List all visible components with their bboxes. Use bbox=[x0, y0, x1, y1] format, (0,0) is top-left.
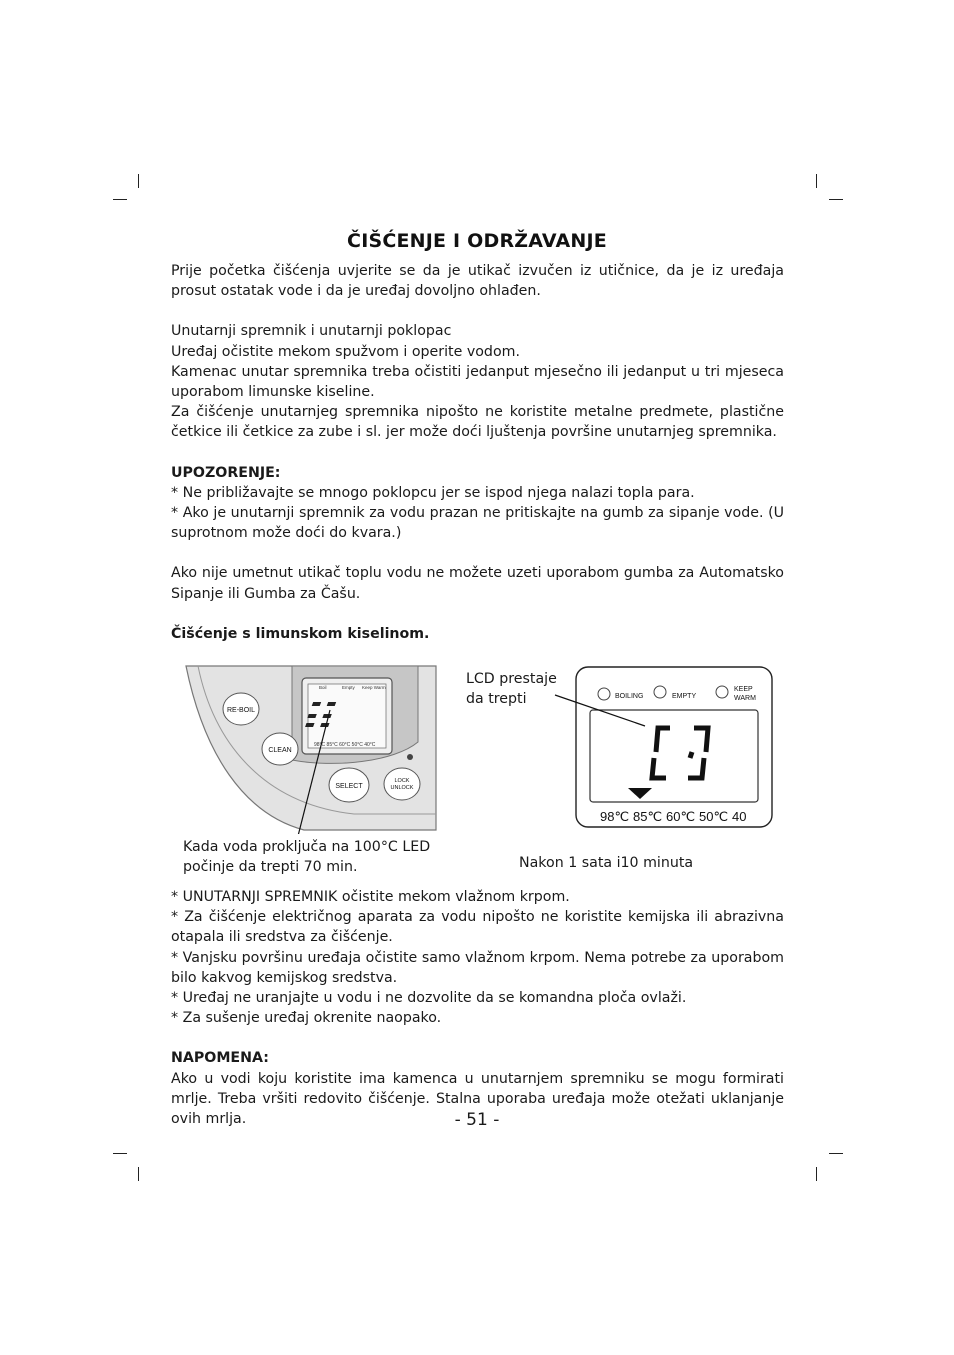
intro-paragraph: Prije početka čišćenja uvjerite se da je utikač izvučen iz utičnice, da je iz uređaja prosut ostatak vode i da je uređaj dovoljno ohlađen. bbox=[171, 263, 784, 300]
lcd-temp-40: 40 bbox=[732, 809, 747, 824]
clean-button[interactable] bbox=[262, 733, 298, 765]
svg-text:CLEAN: CLEAN bbox=[268, 747, 292, 754]
svg-text:SELECT: SELECT bbox=[335, 783, 363, 790]
led-caption bbox=[183, 837, 430, 877]
svg-text:RE-BOIL: RE-BOIL bbox=[226, 707, 256, 714]
bullet-1: * UNUTARNJI SPREMNIK očistite mekom vlažnom krpom. bbox=[171, 889, 570, 905]
lcd-temp-98: 98℃ bbox=[600, 809, 630, 824]
warning-item-2: * Ako je unutarnji spremnik za vodu prazan ne pritiskajte na gumb za sipanje vode. (U suprotnom može doći do kvara.) bbox=[171, 505, 784, 542]
warning-heading: UPOZORENJE: bbox=[171, 464, 281, 481]
lcd-illustration bbox=[570, 662, 776, 832]
lcd-label-boiling: BOILING bbox=[615, 693, 644, 700]
inner-line-2: Kamenac unutar spremnika treba očistiti jedanput mjesečno ili jedanput u tri mjeseca uporabom limunske kiseline. bbox=[171, 363, 784, 401]
inner-line-3: Za čišćenje unutarnjeg spremnika nipošto ne koristite metalne predmete, plastične četkice ili četkice za zube i sl. jer može doći ljuštenja površine unutarnjeg spremnika. bbox=[171, 404, 784, 441]
control-panel-illustration bbox=[184, 664, 440, 834]
lcd-label-empty: EMPTY bbox=[672, 693, 697, 700]
after-caption: Nakon 1 sata i10 minuta bbox=[519, 855, 694, 871]
lcd-label-warm: WARM bbox=[734, 695, 756, 702]
crop-mark bbox=[113, 1153, 127, 1154]
mini-label-a: Boil bbox=[319, 685, 327, 690]
svg-text:UNLOCK: UNLOCK bbox=[390, 785, 414, 791]
lcd-temp-60: 60℃ bbox=[666, 809, 696, 824]
select-button[interactable] bbox=[329, 768, 369, 802]
lcd-caption-line-1: LCD prestaje bbox=[466, 671, 557, 687]
led-caption-line-2: počinje da trepti 70 min. bbox=[183, 859, 358, 876]
citric-heading: Čišćenje s limunskom kiselinom. bbox=[171, 625, 430, 642]
lock-unlock-button[interactable] bbox=[384, 768, 420, 800]
lcd-label-keep: KEEP bbox=[734, 686, 753, 693]
warning-item-1: * Ne približavajte se mnogo poklopcu jer se ispod njega nalazi topla para. bbox=[171, 484, 695, 501]
note-heading: NAPOMENA: bbox=[171, 1050, 269, 1067]
crop-mark bbox=[138, 174, 139, 188]
lcd-temp-50: 50℃ bbox=[699, 809, 729, 824]
mini-label-c: Keep Warm bbox=[362, 685, 386, 690]
mini-label-b: Empty bbox=[342, 685, 355, 690]
svg-text:98℃ 85℃ 60℃ 50℃ bbox=[600, 809, 746, 824]
bullet-2: * Za čišćenje električnog aparata za vodu nipošto ne koristite kemijska ili abrazivna otapala ili sredstva za čišćenje. bbox=[171, 909, 784, 946]
inner-heading: Unutarnji spremnik i unutarnji poklopac bbox=[171, 323, 452, 340]
lcd-pointer bbox=[540, 690, 660, 740]
crop-mark bbox=[829, 199, 843, 200]
note-text: Ako u vodi koju koristite ima kamenca u unutarnjem spremniku se mogu formirati mrlje. Treba vršiti redovito čišćenje. Stalna uporaba uređaja može otežati uklanjanje ovih mrlja. bbox=[171, 1070, 784, 1128]
lcd-temp-85: 85℃ bbox=[633, 809, 663, 824]
bullet-3: * Vanjsku površinu uređaja očistite samo vlažnom krpom. Nema potrebe za uporabom bilo kakvog kemijskog sredstva. bbox=[171, 949, 784, 986]
led-caption-line-1: Kada voda proključa na 100°C LED bbox=[183, 839, 431, 855]
crop-mark bbox=[816, 1167, 817, 1181]
bullet-5: * Za sušenje uređaj okrenite naopako. bbox=[171, 1010, 442, 1027]
crop-mark bbox=[829, 1153, 843, 1154]
lcd-caption bbox=[466, 669, 557, 709]
crop-mark bbox=[816, 174, 817, 188]
crop-mark bbox=[138, 1167, 139, 1181]
crop-mark bbox=[113, 199, 127, 200]
bullet-4: * Uređaj ne uranjajte u vodu i ne dozvolite da se komandna ploča ovlaži. bbox=[171, 990, 687, 1007]
plug-note: Ako nije umetnut utikač toplu vodu ne možete uzeti uporabom gumba za Automatsko Sipanje ili Gumba za Čašu. bbox=[171, 565, 784, 602]
reboil-button[interactable] bbox=[223, 693, 259, 725]
svg-text:LOCK: LOCK bbox=[394, 778, 410, 784]
page-number: - 51 - bbox=[454, 1110, 500, 1130]
top-section bbox=[171, 261, 784, 644]
led-indicator bbox=[407, 754, 413, 760]
inner-line-1: Uređaj očistite mekom spužvom i operite vodom. bbox=[171, 343, 520, 360]
page-title: ČIŠĆENJE I ODRŽAVANJE bbox=[347, 230, 607, 252]
lcd-caption-line-2: da trepti bbox=[466, 691, 527, 708]
bottom-section bbox=[171, 887, 784, 1129]
mini-temps: 98°C 85°C 60°C 50°C 40°C bbox=[314, 742, 376, 748]
